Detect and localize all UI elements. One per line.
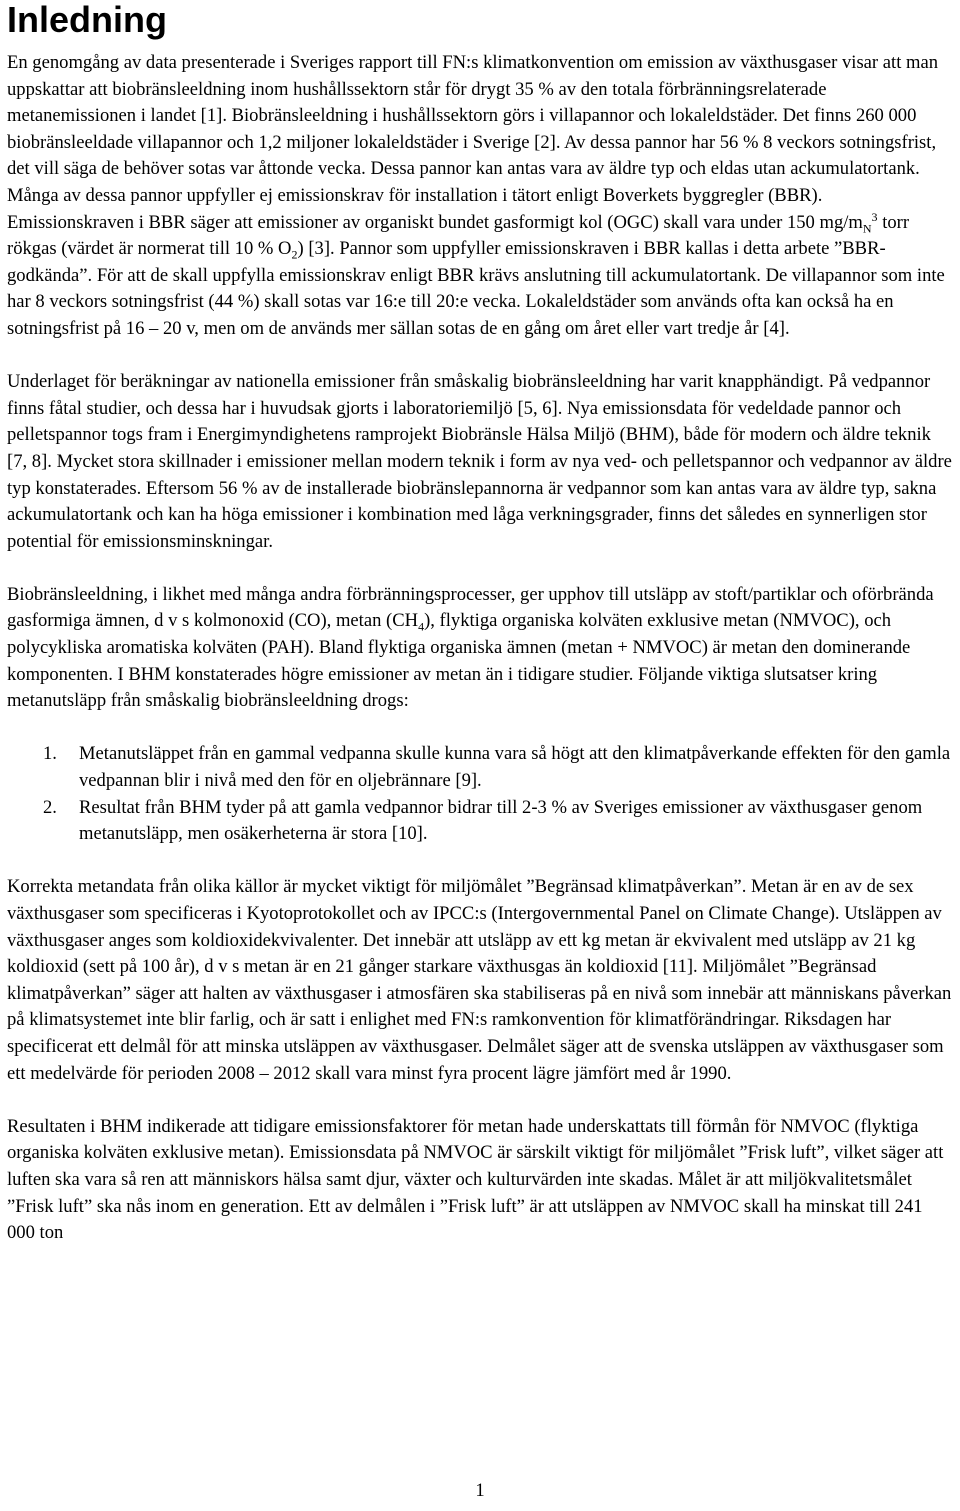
paragraph-3-part-a: Biobränsleeldning, i likhet med många andra förbränningsprocesser, ger upphov till utsläpp av stoft/partiklar och oförbrända gasformiga ämnen, d v s kolmonoxid (CO), metan (CH	[7, 583, 934, 632]
paragraph-1-part-a: En genomgång av data presenterade i Sveriges rapport till FN:s klimatkonvention om emission av växthusgaser visar att man uppskattar att biobränsleeldning inom hushållssektorn står för drygt 35 % av den totala förbränningsrelaterade metanemissionen i landet [1]. Biobränsleeldning i hushållssektorn görs i villapannor och lokaleldstäder. Det finns 260 000 biobränsleeldade villapannor och 1,2 miljoner lokaleldstäder i Sverige [2]. Av dessa pannor har 56 % 8 veckors sotningsfrist, det vill säga de behöver sotas var åttonde vecka. Dessa pannor kan antas vara av äldre typ och eldas utan ackumulatortank. Många av dessa pannor uppfyller ej emissionskrav för installation i tätort enligt Boverkets byggregler (BBR). Emissionskraven i BBR säger att emissioner av organiskt bundet gasformigt kol (OGC) skall vara under 150 mg/m	[7, 52, 939, 233]
body-text	[7, 50, 953, 1273]
paragraph-1-part-b: torr rökgas (värdet är normerat till 10 % O	[7, 211, 910, 260]
list-item-number: 1.	[43, 743, 57, 765]
section-heading: Inledning	[7, 0, 167, 40]
list-item	[43, 741, 953, 794]
superscript-3: 3	[871, 209, 878, 224]
conclusions-list	[7, 741, 953, 847]
list-item-number: 2.	[43, 796, 57, 818]
paragraph-3	[7, 582, 953, 715]
list-item	[43, 795, 953, 848]
paragraph-1	[7, 50, 953, 343]
subscript-4: 4	[418, 620, 425, 635]
page-number: 1	[475, 1480, 485, 1501]
paragraph-1-part-c: ) [3]. Pannor som uppfyller emissionskraven i BBR kallas i detta arbete ”BBR-godkända”. För att de skall uppfylla emissionskrav enligt BBR krävs anslutning till ackumulatortank. De villapannor som inte har 8 veckors sotningsfrist (44 %) skall sotas var 16:e till 20:e vecka. Lokaleldstäder som används ofta kan också ha en sotningsfrist på 16 – 20 v, men om de används mer sällan sotas de en gång om året eller vart tredje år [4].	[7, 238, 945, 339]
list-item-text: Resultat från BHM tyder på att gamla vedpannor bidrar till 2-3 % av Sveriges emissioner av växthusgaser genom metanutsläpp, men osäkerheterna är stora [10].	[79, 796, 923, 845]
paragraph-3-part-b: ), flyktiga organiska kolväten exklusive metan (NMVOC), och polycykliska aromatiska kolväten (PAH). Bland flyktiga organiska ämnen (metan + NMVOC) är metan den dominerande komponenten. I BHM konstaterades högre emissioner av metan än i tidigare studier. Följande viktiga slutsatser kring metanutsläpp från småskalig biobränsleeldning drogs:	[7, 610, 911, 712]
paragraph-2: Underlaget för beräkningar av nationella emissioner från småskalig biobränsleeldning har varit knapphändigt. På vedpannor finns fåtal studier, och dessa har i huvudsak gjorts i laboratoriemiljö [5, 6]. Nya emissionsdata för vedeldade pannor och pelletspannor togs fram i Energimyndighetens ramprojekt Biobränsle Hälsa Miljö (BHM), både för modern och äldre teknik [7, 8]. Mycket stora skillnader i emissioner mellan modern teknik i form av nya ved- och pelletspannor och vedpannor av äldre typ konstaterades. Eftersom 56 % av de installerade biobränslepannorna är vedpannor som kan antas vara av äldre typ, sakna ackumulatortank och kan ha höga emissioner i kombination med låga verkningsgrader, finns det således en synnerligen stor potential för emissionsminskningar.	[7, 371, 952, 552]
subscript-n: N	[862, 221, 872, 236]
subscript-2: 2	[291, 247, 298, 262]
paragraph-4: Korrekta metandata från olika källor är mycket viktigt för miljömålet ”Begränsad klimatpåverkan”. Metan är en av de sex växthusgaser som specificeras i Kyotoprotokollet och av IPCC:s (Intergovernmental Panel on Climate Change). Utsläppen av växthusgaser anges som koldioxidekvivalenter. Det innebär att utsläpp av ett kg metan är ekvivalent med utsläpp av 21 kg koldioxid (sett på 100 år), d v s metan är en 21 gånger starkare växthusgas än koldioxid [11]. Miljömålet ”Begränsad klimatpåverkan” säger att halten av växthusgaser i atmosfären ska stabiliseras på en nivå som innebär att människans påverkan på klimatsystemet inte blir farlig, och är satt i enlighet med FN:s ramkonvention för klimatförändringar. Riksdagen har specificerat ett delmål för att minska utsläppen av växthusgaser. Delmålet säger att de svenska utsläppen av växthusgaser som ett medelvärde för perioden 2008 – 2012 skall vara minst fyra procent lägre jämfört med år 1990.	[7, 876, 952, 1084]
paragraph-5: Resultaten i BHM indikerade att tidigare emissionsfaktorer för metan hade underskattats till förmån för NMVOC (flyktiga organiska kolväten exklusive metan). Emissionsdata på NMVOC är särskilt viktigt för miljömålet ”Frisk luft”, vilket säger att luften ska vara så ren att människors hälsa samt djur, växter och kulturvärden inte skadas. Målet är att miljökvalitetsmålet ”Frisk luft” ska nås inom en generation. Ett av delmålen i ”Frisk luft” är att utsläppen av NMVOC skall ha minskat till 241 000 ton	[7, 1115, 944, 1244]
list-item-text: Metanutsläppet från en gammal vedpanna skulle kunna vara så högt att den klimatpåverkande effekten för den gamla vedpannan blir i nivå med den för en oljebrännare [9].	[79, 743, 951, 792]
